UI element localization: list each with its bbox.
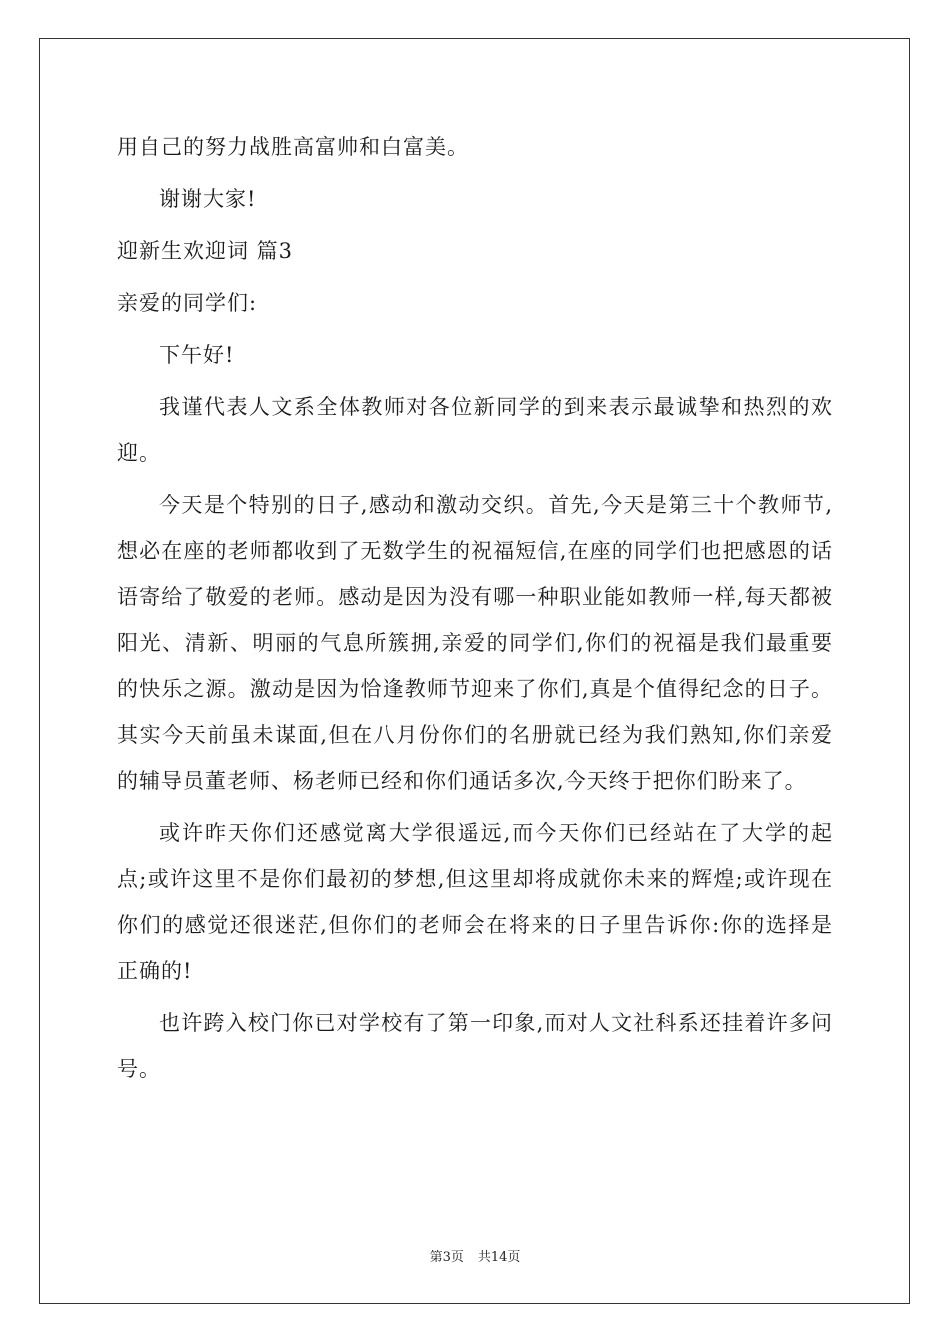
greeting: 下午好! (159, 343, 235, 367)
page-total: 共14页 (477, 1250, 521, 1265)
paragraph-teachers-day: 今天是个特别的日子,感动和激动交织。首先,今天是第三十个教师节,想必在座的老师都收到了无数学生的祝福短信,在座的同学们也把感恩的话语寄给了敬爱的老师。感动是因为没有哪一种职业能如教师一样,每天都被阳光、清新、明丽的气息所簇拥,亲爱的同学们,你们的祝福是我们最重要的快乐之源。激动是因为恰逢教师节迎来了你们,真是个值得纪念的日子。其实今天前虽未谋面,但在八月份你们的名册就已经为我们熟知,你们亲爱的辅导员董老师、杨老师已经和你们通话多次,今天终于把你们盼来了。 (117, 493, 833, 793)
document-body (117, 124, 833, 1098)
page-number: 第3页 (429, 1250, 464, 1265)
paragraph-first-impression: 也许跨入校门你已对学校有了第一印象,而对人文社科系还挂着许多问号。 (117, 1011, 833, 1081)
paragraph-welcome: 我谨代表人文系全体教师对各位新同学的到来表示最诚挚和热烈的欢迎。 (117, 395, 833, 465)
page-footer (0, 1246, 950, 1265)
paragraph-1: 用自己的努力战胜高富帅和白富美。 (117, 135, 469, 159)
salutation: 亲爱的同学们: (117, 291, 258, 315)
paragraph-2: 谢谢大家! (159, 187, 257, 211)
paragraph-perhaps: 或许昨天你们还感觉离大学很遥远,而今天你们已经站在了大学的起点;或许这里不是你们最初的梦想,但这里却将成就你未来的辉煌;或许现在你们的感觉还很迷茫,但你们的老师会在将来的日子里告诉你:你的选择是正确的! (117, 821, 833, 983)
section-heading: 迎新生欢迎词 篇3 (117, 239, 294, 263)
